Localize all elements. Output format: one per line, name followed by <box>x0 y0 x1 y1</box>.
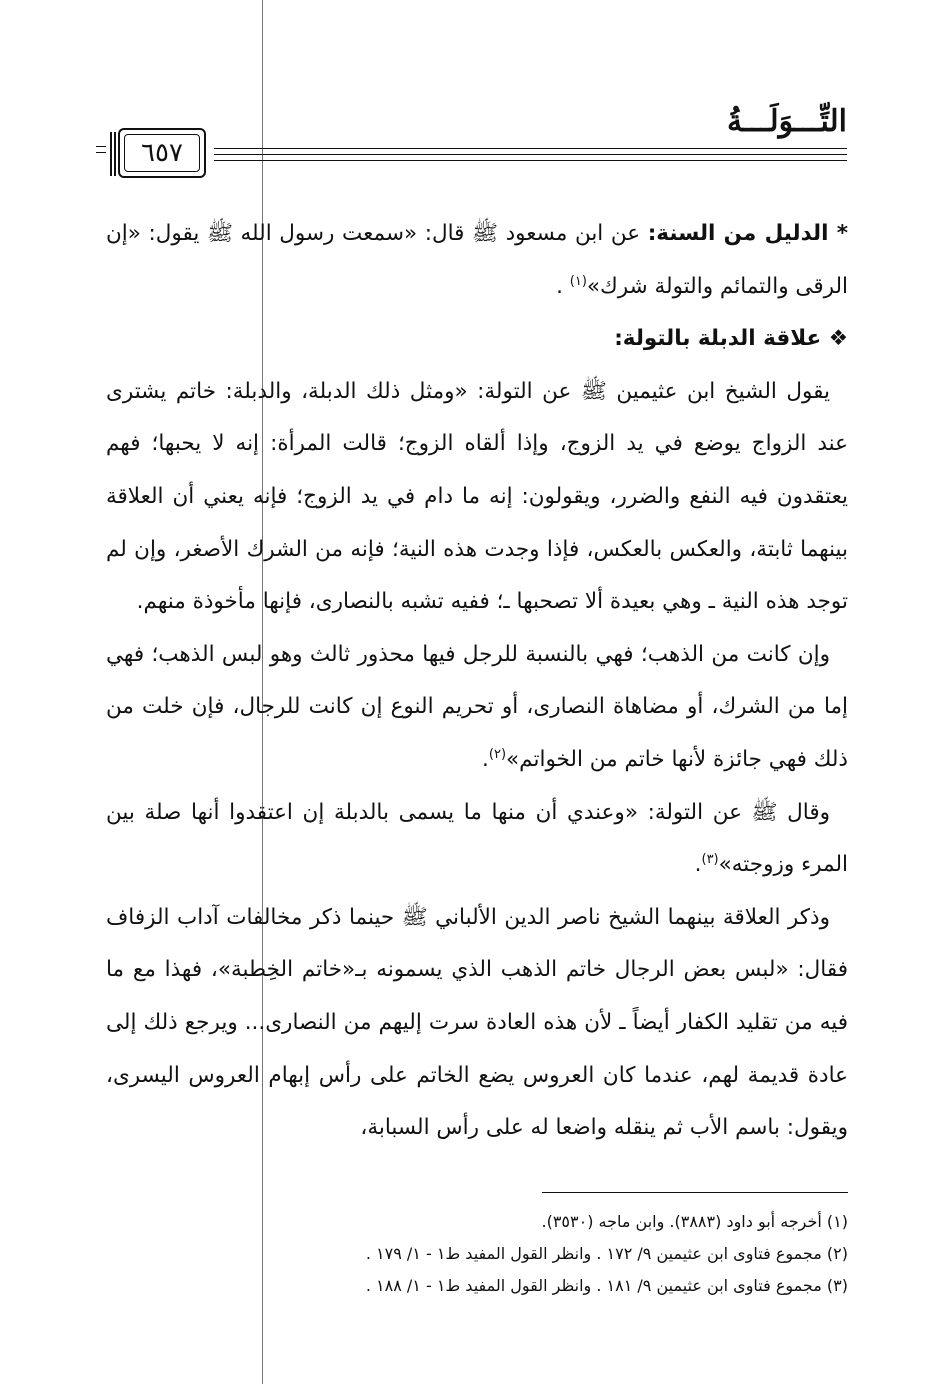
section-heading: ❖ علاقة الدبلة بالتولة: <box>614 326 848 352</box>
footnote-ref: (١) <box>569 273 587 289</box>
footnote-separator <box>542 1192 848 1193</box>
paragraph-sunnah-evidence <box>106 208 848 313</box>
footnote-item: (٢) مجموع فتاوى ابن عثيمين ٩/ ١٧٢ . وانظر القول المفيد ط١ - ١/ ١٧٩ . <box>365 1244 848 1263</box>
footnote-ref: (٣) <box>701 851 719 867</box>
footnotes <box>106 1206 848 1302</box>
footnote-item: (١) أخرجه أبو داود (٣٨٨٣). وابن ماجه (٣٥٣٠). <box>541 1212 848 1231</box>
paragraph-lead: * الدليل من السنة: <box>647 221 848 246</box>
paragraph-tiwala-dublah <box>106 787 848 892</box>
header-left-bar <box>110 132 112 176</box>
paragraph-tail: . <box>482 746 489 772</box>
page-number: ٦٥٧ <box>124 134 200 172</box>
footnote-ref: (٢) <box>488 746 507 762</box>
paragraph-text: عن ابن مسعود ﷺ قال: «سمعت رسول الله ﷺ يقول: «إن الرقى والتمائم والتولة شرك» <box>106 221 848 299</box>
header-left-bar <box>114 132 116 176</box>
paragraph-albani: وذكر العلاقة بينهما الشيخ ناصر الدين الألباني ﷺ حينما ذكر مخالفات آداب الزفاف فقال: «لبس بعض الرجال خاتم الذهب الذي يسمونه بـ«خاتم الخِطبة»، فهذا مع ما فيه من تقليد الكفار أيضاً ـ لأن هذه العادة سرت إليهم من النصارى... ويرجع ذلك إلى عادة قديمة لهم، عندما كان العروس يضع الخاتم على رأس إبهام العروس اليسرى، ويقول: باسم الأب ثم ينقله واضعا له على رأس السبابة، <box>106 904 848 1141</box>
header-left-ornament <box>96 146 106 158</box>
header-rule <box>214 160 847 161</box>
running-header-title: التِّـــوَلَـــةُ <box>727 104 847 139</box>
paragraph-gold <box>106 629 848 787</box>
paragraph-tail: . <box>556 273 570 299</box>
page-number-frame <box>118 128 206 178</box>
footnote-item: (٣) مجموع فتاوى ابن عثيمين ٩/ ١٨١ . وانظر القول المفيد ط١ - ١/ ١٨٨ . <box>365 1276 848 1295</box>
paragraph-ibn-uthaymin: يقول الشيخ ابن عثيمين ﷺ عن التولة: «ومثل ذلك الدبلة، والدبلة: خاتم يشترى عند الزواج يوضع في يد الزوج، وإذا ألقاه الزوج؛ قالت المرأة: إنه لا يحبها؛ فهم يعتقدون فيه النفع والضرر، ويقولون: إنه ما دام في يد الزوج؛ فإنه يعني أن العلاقة بينهما ثابتة، والعكس بالعكس، فإذا وجدت هذه النية؛ فإنه من الشرك الأصغر، وإن لم توجد هذه النية ـ وهي بعيدة ألا تصحبها ـ؛ ففيه تشبه بالنصارى، فإنها مأخوذة منهم. <box>106 378 848 615</box>
paragraph-text: وقال ﷺ عن التولة: «وعندي أن منها ما يسمى بالدبلة إن اعتقدوا أنها صلة بين المرء وزوجته» <box>106 799 848 878</box>
header-rule <box>214 148 847 149</box>
header-rule <box>214 154 847 155</box>
paragraph-text: وإن كانت من الذهب؛ فهي بالنسبة للرجل فيها محذور ثالث وهو لبس الذهب؛ فهي إما من الشرك، أو مضاهاة النصارى، أو تحريم النوع إن كانت للرجال، فإن خلت من ذلك فهي جائزة لأنها خاتم من الخواتم» <box>106 641 848 772</box>
main-text <box>106 208 848 1155</box>
paragraph-tail: . <box>694 852 702 878</box>
